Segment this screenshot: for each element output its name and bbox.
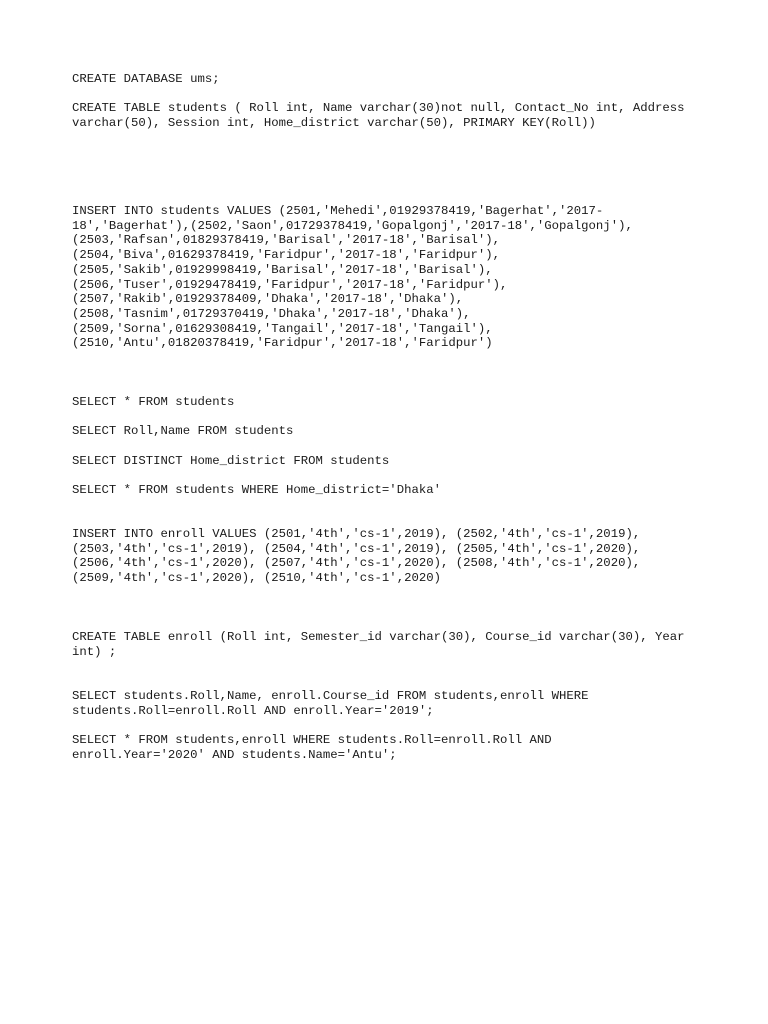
insert-students-statement: INSERT INTO students VALUES (2501,'Mehedi',01929378419,'Bagerhat','2017- 18','Bagerhat'),(2502,'Saon',01729378419,'Gopalgonj','2017-18','Gopalgonj'), (2503,'Rafsan',01829378419,'Barisal','2017-18','Barisal'), (2504,'Biva',01629378419,'Faridpur','2017-18','Faridpur'), (2505,'Sakib',01929998419,'Barisal','2017-18','Barisal'), (2506,'Tuser',01929478419,'Faridpur','2017-18','Faridpur'), (2507,'Rakib',01929378409,'Dhaka','2017-18','Dhaka'), (2508,'Tasnim',01729370419,'Dhaka','2017-18','Dhaka'), (2509,'Sorna',01629308419,'Tangail','2017-18','Tangail'), (2510,'Antu',01820378419,'Faridpur','2017-18','Faridpur')	[72, 204, 633, 351]
select-dhaka-students-query: SELECT * FROM students WHERE Home_district='Dhaka'	[72, 483, 441, 497]
create-database-statement: CREATE DATABASE ums;	[72, 72, 220, 86]
select-join-2020-antu-query: SELECT * FROM students,enroll WHERE students.Roll=enroll.Roll AND enroll.Year='2020' AND students.Name='Antu';	[72, 733, 552, 762]
create-table-enroll-statement: CREATE TABLE enroll (Roll int, Semester_id varchar(30), Course_id varchar(30), Year int) ;	[72, 630, 685, 659]
select-roll-name-query: SELECT Roll,Name FROM students	[72, 424, 294, 438]
insert-enroll-statement: INSERT INTO enroll VALUES (2501,'4th','cs-1',2019), (2502,'4th','cs-1',2019), (2503,'4th','cs-1',2019), (2504,'4th','cs-1',2019), (2505,'4th','cs-1',2020), (2506,'4th','cs-1',2020), (2507,'4th','cs-1',2020), (2508,'4th','cs-1',2020), (2509,'4th','cs-1',2020), (2510,'4th','cs-1',2020)	[72, 527, 641, 586]
select-join-2019-query: SELECT students.Roll,Name, enroll.Course_id FROM students,enroll WHERE students.Roll=enroll.Roll AND enroll.Year='2019';	[72, 689, 589, 718]
select-all-students-query: SELECT * FROM students	[72, 395, 235, 409]
create-table-students-statement: CREATE TABLE students ( Roll int, Name varchar(30)not null, Contact_No int, Address varchar(50), Session int, Home_district varchar(50), PRIMARY KEY(Roll))	[72, 101, 685, 130]
select-distinct-district-query: SELECT DISTINCT Home_district FROM students	[72, 454, 390, 468]
